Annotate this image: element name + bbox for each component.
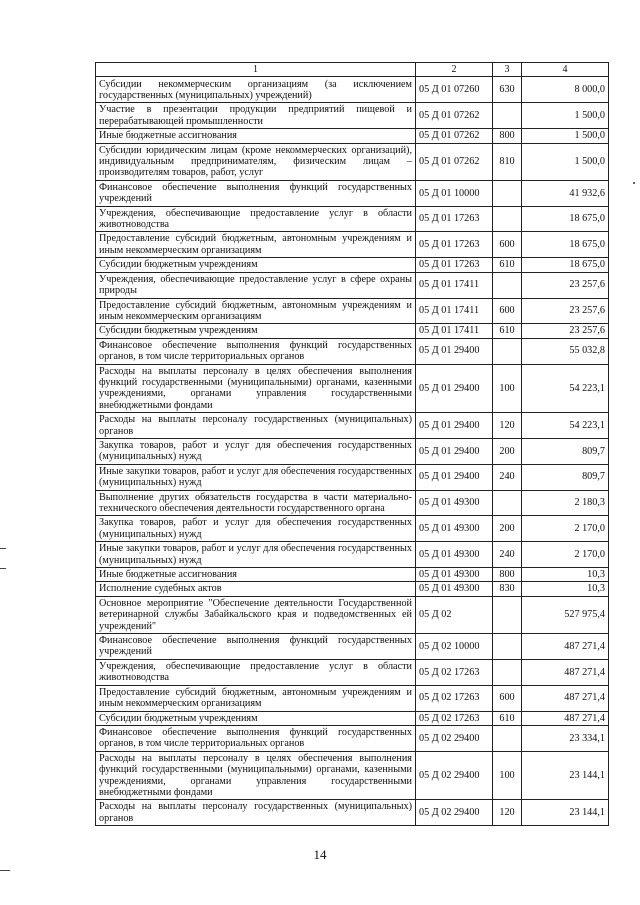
row-expense-type: [493, 725, 522, 751]
row-expense-type: 830: [493, 582, 522, 596]
row-name: Финансовое обеспечение выполнения функций государственных учреждений: [96, 180, 416, 206]
row-expense-type: [493, 180, 522, 206]
row-name: Закупка товаров, работ и услуг для обеспечения государственных (муниципальных) нужд: [96, 438, 416, 464]
row-name: Финансовое обеспечение выполнения функций государственных органов, в том числе территориальных органов: [96, 338, 416, 364]
row-amount: 54 223,1: [522, 364, 609, 413]
row-name: Расходы на выплаты персоналу государственных (муниципальных) органов: [96, 800, 416, 826]
table-row: [96, 516, 609, 542]
row-name: Иные бюджетные ассигнования: [96, 568, 416, 582]
row-code: 05 Д 01 29400: [416, 364, 493, 413]
table-row: [96, 364, 609, 413]
row-code: 05 Д 01 29400: [416, 413, 493, 439]
table-row: [96, 413, 609, 439]
table-row: [96, 711, 609, 725]
row-amount: 41 932,6: [522, 180, 609, 206]
row-code: 05 Д 01 17263: [416, 232, 493, 258]
row-code: 05 Д 02 29400: [416, 725, 493, 751]
row-name: Субсидии некоммерческим организациям (за исключением государственных (муниципальных) учреждений): [96, 77, 416, 103]
row-code: 05 Д 01 29400: [416, 338, 493, 364]
table-row: [96, 206, 609, 232]
header-col-2: 2: [416, 63, 493, 77]
scan-speck: [633, 182, 635, 184]
row-amount: 18 675,0: [522, 206, 609, 232]
row-amount: 54 223,1: [522, 413, 609, 439]
row-code: 05 Д 01 49300: [416, 490, 493, 516]
row-expense-type: [493, 338, 522, 364]
table-row: [96, 582, 609, 596]
row-name: Учреждения, обеспечивающие предоставление услуг в области животноводства: [96, 659, 416, 685]
row-name: Расходы на выплаты персоналу в целях обеспечения выполнения функций государственными (муниципальными) органами, казенными учреждениями, органами управления государственными внебюджетными фондами: [96, 364, 416, 413]
scan-edge-mark: [0, 870, 10, 871]
table-row: [96, 659, 609, 685]
row-name: Иные закупки товаров, работ и услуг для обеспечения государственных (муниципальных) нужд: [96, 464, 416, 490]
row-amount: 23 334,1: [522, 725, 609, 751]
row-amount: 2 180,3: [522, 490, 609, 516]
row-expense-type: 200: [493, 438, 522, 464]
row-expense-type: 800: [493, 568, 522, 582]
row-amount: 10,3: [522, 568, 609, 582]
table-row: [96, 143, 609, 180]
table-row: [96, 129, 609, 143]
row-expense-type: 610: [493, 711, 522, 725]
table-row: [96, 596, 609, 633]
row-expense-type: 600: [493, 685, 522, 711]
row-name: Финансовое обеспечение выполнения функций государственных органов, в том числе территориальных органов: [96, 725, 416, 751]
row-name: Выполнение других обязательств государства в части материально-технического обеспечения деятельности государственного органа: [96, 490, 416, 516]
row-code: 05 Д 01 17263: [416, 258, 493, 272]
row-expense-type: [493, 272, 522, 298]
table-row: [96, 180, 609, 206]
row-amount: 8 000,0: [522, 77, 609, 103]
row-code: 05 Д 02 17263: [416, 711, 493, 725]
row-name: Предоставление субсидий бюджетным, автономным учреждениям и иным некоммерческим организациям: [96, 685, 416, 711]
row-code: 05 Д 01 49300: [416, 582, 493, 596]
row-expense-type: 240: [493, 542, 522, 568]
row-code: 05 Д 01 10000: [416, 180, 493, 206]
row-name: Иные закупки товаров, работ и услуг для обеспечения государственных (муниципальных) нужд: [96, 542, 416, 568]
scan-edge-mark: [0, 568, 6, 569]
row-code: 05 Д 02 29400: [416, 751, 493, 800]
row-name: Закупка товаров, работ и услуг для обеспечения государственных (муниципальных) нужд: [96, 516, 416, 542]
row-expense-type: 810: [493, 143, 522, 180]
row-expense-type: 600: [493, 232, 522, 258]
row-amount: 527 975,4: [522, 596, 609, 633]
row-amount: 2 170,0: [522, 516, 609, 542]
row-expense-type: 240: [493, 464, 522, 490]
row-amount: 2 170,0: [522, 542, 609, 568]
table-row: [96, 298, 609, 324]
budget-table: [95, 62, 609, 826]
row-name: Исполнение судебных актов: [96, 582, 416, 596]
row-code: 05 Д 02 29400: [416, 800, 493, 826]
row-amount: 18 675,0: [522, 258, 609, 272]
row-name: Расходы на выплаты персоналу государственных (муниципальных) органов: [96, 413, 416, 439]
row-amount: 10,3: [522, 582, 609, 596]
row-code: 05 Д 01 49300: [416, 542, 493, 568]
table-row: [96, 568, 609, 582]
row-amount: 18 675,0: [522, 232, 609, 258]
row-expense-type: [493, 206, 522, 232]
row-expense-type: 630: [493, 77, 522, 103]
header-col-3: 3: [493, 63, 522, 77]
row-code: 05 Д 01 49300: [416, 568, 493, 582]
row-expense-type: [493, 490, 522, 516]
row-amount: 487 271,4: [522, 711, 609, 725]
row-expense-type: 200: [493, 516, 522, 542]
table-row: [96, 725, 609, 751]
row-expense-type: 120: [493, 413, 522, 439]
table-row: [96, 103, 609, 129]
row-code: 05 Д 01 07262: [416, 143, 493, 180]
table-row: [96, 272, 609, 298]
row-code: 05 Д 01 07262: [416, 103, 493, 129]
row-code: 05 Д 01 49300: [416, 516, 493, 542]
row-amount: 23 257,6: [522, 298, 609, 324]
row-name: Субсидии бюджетным учреждениям: [96, 324, 416, 338]
row-amount: 1 500,0: [522, 129, 609, 143]
row-amount: 23 144,1: [522, 751, 609, 800]
row-expense-type: 800: [493, 129, 522, 143]
table-row: [96, 542, 609, 568]
row-amount: 1 500,0: [522, 143, 609, 180]
table-row: [96, 685, 609, 711]
row-amount: 487 271,4: [522, 685, 609, 711]
table-row: [96, 258, 609, 272]
row-amount: 23 257,6: [522, 272, 609, 298]
row-amount: 23 144,1: [522, 800, 609, 826]
row-code: 05 Д 01 17411: [416, 272, 493, 298]
row-amount: 487 271,4: [522, 659, 609, 685]
row-name: Иные бюджетные ассигнования: [96, 129, 416, 143]
row-expense-type: 610: [493, 258, 522, 272]
row-name: Основное мероприятие "Обеспечение деятельности Государственной ветеринарной службы Забайкальского края и подведомственных ей учреждений": [96, 596, 416, 633]
row-name: Участие в презентации продукции предприятий пищевой и перерабатывающей промышленности: [96, 103, 416, 129]
row-code: 05 Д 01 17411: [416, 324, 493, 338]
row-name: Субсидии бюджетным учреждениям: [96, 711, 416, 725]
row-expense-type: 100: [493, 364, 522, 413]
row-name: Субсидии юридическим лицам (кроме некоммерческих организаций), индивидуальным предпринимателям, физическим лицам – производителям товаров, работ, услуг: [96, 143, 416, 180]
row-name: Учреждения, обеспечивающие предоставление услуг в сфере охраны природы: [96, 272, 416, 298]
table-row: [96, 324, 609, 338]
row-expense-type: 100: [493, 751, 522, 800]
table-row: [96, 438, 609, 464]
table-row: [96, 232, 609, 258]
scan-edge-mark: [0, 548, 6, 549]
row-name: Субсидии бюджетным учреждениям: [96, 258, 416, 272]
row-amount: 487 271,4: [522, 634, 609, 660]
table-row: [96, 490, 609, 516]
table-row: [96, 338, 609, 364]
row-code: 05 Д 02 17263: [416, 685, 493, 711]
row-code: 05 Д 02 10000: [416, 634, 493, 660]
row-name: Финансовое обеспечение выполнения функций государственных учреждений: [96, 634, 416, 660]
row-amount: 1 500,0: [522, 103, 609, 129]
row-expense-type: [493, 596, 522, 633]
row-code: 05 Д 01 17411: [416, 298, 493, 324]
table-row: [96, 751, 609, 800]
row-expense-type: [493, 103, 522, 129]
row-name: Предоставление субсидий бюджетным, автономным учреждениям и иным некоммерческим организациям: [96, 232, 416, 258]
row-code: 05 Д 01 07262: [416, 129, 493, 143]
row-amount: 55 032,8: [522, 338, 609, 364]
row-code: 05 Д 01 17263: [416, 206, 493, 232]
header-col-1: 1: [96, 63, 416, 77]
row-amount: 809,7: [522, 438, 609, 464]
row-code: 05 Д 01 29400: [416, 438, 493, 464]
row-code: 05 Д 01 29400: [416, 464, 493, 490]
table-row: [96, 800, 609, 826]
row-code: 05 Д 02 17263: [416, 659, 493, 685]
row-amount: 23 257,6: [522, 324, 609, 338]
row-code: 05 Д 02: [416, 596, 493, 633]
row-expense-type: 120: [493, 800, 522, 826]
row-name: Расходы на выплаты персоналу в целях обеспечения выполнения функций государственными (муниципальными) органами, казенными учреждениями, органами управления государственными внебюджетными фондами: [96, 751, 416, 800]
row-name: Учреждения, обеспечивающие предоставление услуг в области животноводства: [96, 206, 416, 232]
page-number: 14: [313, 847, 327, 862]
table-row: [96, 77, 609, 103]
table-row: [96, 464, 609, 490]
row-amount: 809,7: [522, 464, 609, 490]
header-row: [96, 63, 609, 77]
row-expense-type: [493, 634, 522, 660]
row-expense-type: 610: [493, 324, 522, 338]
row-expense-type: [493, 659, 522, 685]
header-col-4: 4: [522, 63, 609, 77]
row-code: 05 Д 01 07260: [416, 77, 493, 103]
row-expense-type: 600: [493, 298, 522, 324]
table-row: [96, 634, 609, 660]
row-name: Предоставление субсидий бюджетным, автономным учреждениям и иным некоммерческим организациям: [96, 298, 416, 324]
